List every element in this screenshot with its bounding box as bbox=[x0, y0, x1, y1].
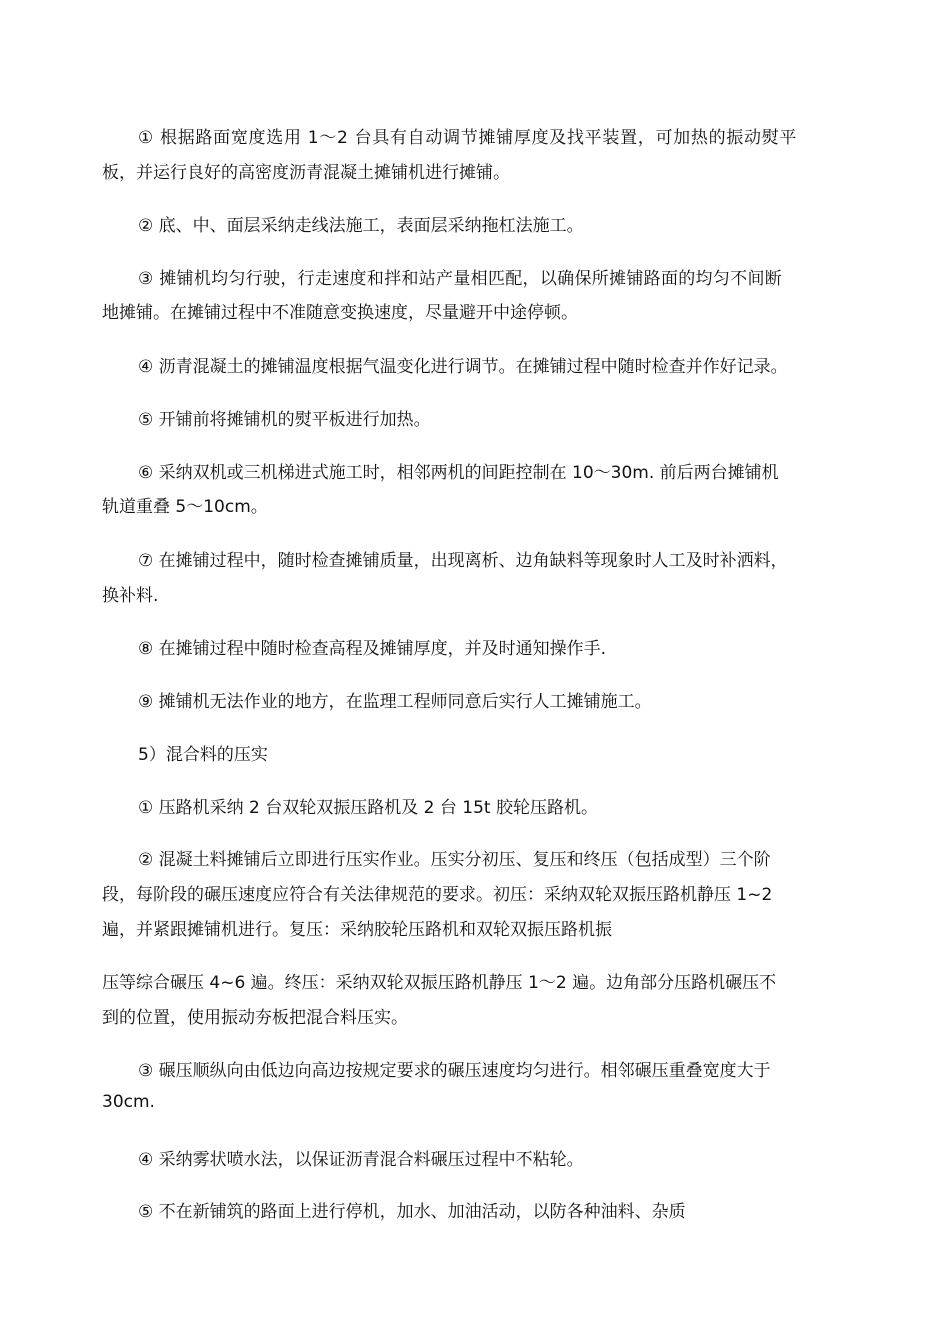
text-line: 地摊铺。在摊铺过程中不准随意变换速度，尽量避开中途停顿。 bbox=[102, 303, 578, 323]
text-line: ① 压路机采纳 2 台双轮双振压路机及 2 台 15t 胶轮压路机。 bbox=[138, 798, 598, 818]
text-line: 遍，并紧跟摊铺机进行。复压：采纳胶轮压路机和双轮双振压路机振 bbox=[102, 920, 612, 940]
text-line: ④ 采纳雾状喷水法，以保证沥青混合料碾压过程中不粘轮。 bbox=[138, 1150, 584, 1170]
text-line: 到的位置，使用振动夯板把混合料压实。 bbox=[102, 1008, 408, 1028]
text-line: ⑨ 摊铺机无法作业的地方，在监理工程师同意后实行人工摊铺施工。 bbox=[138, 692, 652, 712]
text-line: ③ 摊铺机均匀行驶，行走速度和拌和站产量相匹配，以确保所摊铺路面的均匀不间断 bbox=[138, 269, 783, 289]
text-line: ② 底、中、面层采纳走线法施工，表面层采纳拖杠法施工。 bbox=[138, 216, 584, 236]
text-line: 轨道重叠 5～10cm。 bbox=[102, 497, 268, 517]
text-line: 压等综合碾压 4~6 遍。终压：采纳双轮双振压路机静压 1～2 遍。边角部分压路机碾压不 bbox=[102, 973, 777, 993]
text-line: 段，每阶段的碾压速度应符合有关法律规范的要求。初压：采纳双轮双振压路机静压 1~2 bbox=[102, 885, 773, 905]
text-line: ⑤ 不在新铺筑的路面上进行停机，加水、加油活动，以防各种油料、杂质 bbox=[138, 1202, 686, 1222]
text-line: ④ 沥青混凝土的摊铺温度根据气温变化进行调节。在摊铺过程中随时检查并作好记录。 bbox=[138, 357, 788, 377]
text-line: ⑦ 在摊铺过程中，随时检查摊铺质量，出现离析、边角缺料等现象时人工及时补洒料， bbox=[138, 551, 788, 571]
text-line: 30cm. bbox=[102, 1092, 155, 1112]
text-line: ③ 碾压顺纵向由低边向高边按规定要求的碾压速度均匀进行。相邻碾压重叠宽度大于 bbox=[138, 1061, 771, 1081]
text-line: ⑤ 开铺前将摊铺机的熨平板进行加热。 bbox=[138, 410, 431, 430]
text-line: ① 根据路面宽度选用 1～2 台具有自动调节摊铺厚度及找平装置，可加热的振动熨平 bbox=[138, 128, 798, 148]
text-line: ⑧ 在摊铺过程中随时检查高程及摊铺厚度，并及时通知操作手. bbox=[138, 639, 607, 659]
text-line: 板，并运行良好的高密度沥青混凝土摊铺机进行摊铺。 bbox=[102, 163, 510, 183]
text-line: 5）混合料的压实 bbox=[138, 745, 268, 765]
text-line: 换补料. bbox=[102, 586, 159, 606]
text-line: ② 混凝土料摊铺后立即进行压实作业。压实分初压、复压和终压（包括成型）三个阶 bbox=[138, 850, 771, 870]
text-line: ⑥ 采纳双机或三机梯进式施工时，相邻两机的间距控制在 10～30m. 前后两台摊铺机 bbox=[138, 463, 779, 483]
